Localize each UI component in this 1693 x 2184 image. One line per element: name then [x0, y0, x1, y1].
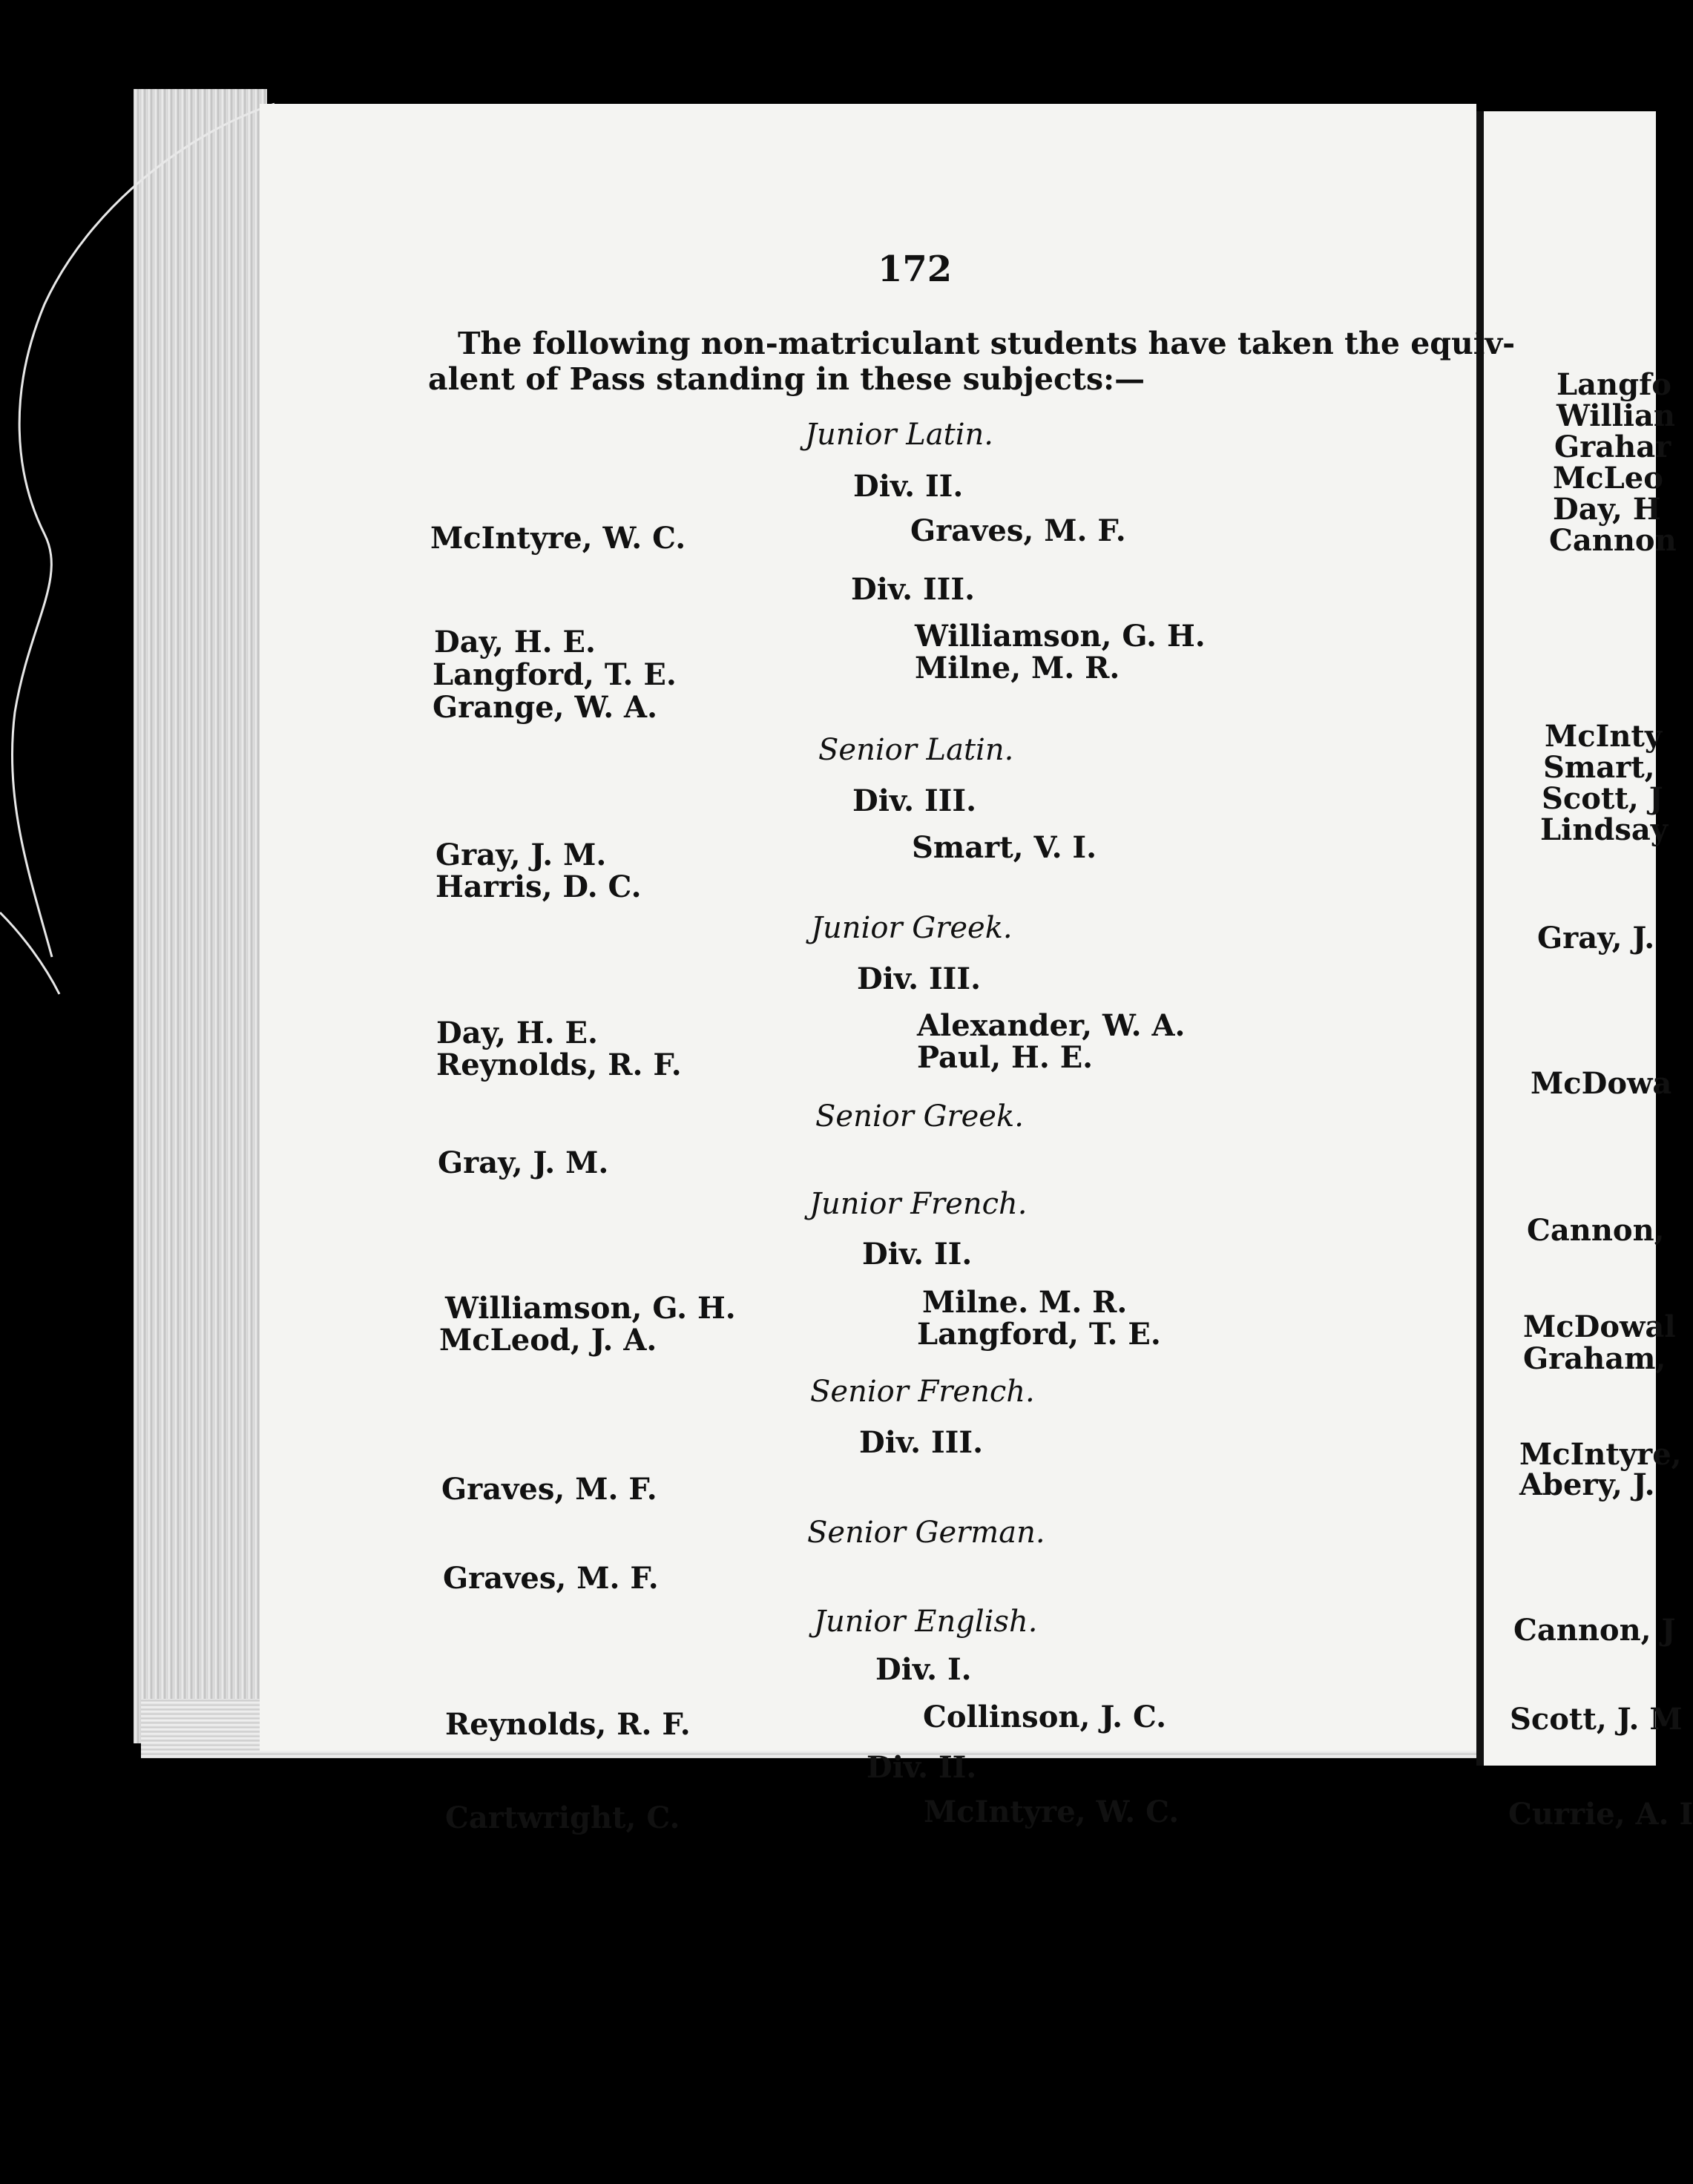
- next-page-fragment: McInty: [1545, 719, 1663, 754]
- next-page-fragment: McLeo: [1553, 461, 1663, 496]
- div-heading: Div. III.: [851, 572, 976, 607]
- string-wire: [0, 59, 282, 1024]
- heading-senior-latin: Senior Latin.: [818, 733, 1014, 767]
- heading-junior-greek: Junior Greek.: [811, 911, 1013, 945]
- next-page-fragment: McDowal: [1523, 1309, 1676, 1344]
- student-name: Alexander, W. A.: [917, 1008, 1186, 1043]
- next-page-fragment: Scott, J: [1542, 781, 1663, 816]
- student-name: Langford, T. E.: [917, 1317, 1161, 1352]
- heading-senior-french: Senior French.: [810, 1375, 1035, 1409]
- student-name: Day, H. E.: [434, 625, 596, 660]
- student-name: Williamson, G. H.: [915, 619, 1206, 654]
- student-name: Day, H. E.: [436, 1016, 598, 1050]
- next-page-fragment: Willian: [1556, 398, 1675, 433]
- student-name: McIntyre, W. C.: [924, 1795, 1180, 1829]
- student-name: Graves, M. F.: [443, 1561, 659, 1596]
- page-number: 172: [878, 249, 953, 290]
- div-heading: Div. III.: [859, 1425, 984, 1460]
- student-name: McIntyre, W. C.: [430, 521, 686, 556]
- next-page-fragment: Graham,: [1523, 1341, 1666, 1376]
- next-page-fragment: Langfo: [1556, 367, 1671, 402]
- next-page-fragment: Lindsay: [1540, 812, 1669, 847]
- student-name: Harris, D. C.: [435, 869, 642, 904]
- next-page-fragment: McIntyre,: [1519, 1437, 1682, 1472]
- student-name: Collinson, J. C.: [923, 1700, 1167, 1734]
- next-page-fragment: McDowa: [1531, 1066, 1672, 1101]
- next-page-fragment: Gray, J.: [1537, 921, 1655, 956]
- heading-senior-greek: Senior Greek.: [815, 1099, 1024, 1134]
- student-name: Reynolds, R. F.: [445, 1707, 691, 1742]
- next-page-fragment: Grahar: [1554, 430, 1671, 464]
- heading-junior-french: Junior French.: [809, 1187, 1028, 1221]
- next-page-fragment: Scott, J. M: [1510, 1702, 1683, 1737]
- heading-junior-latin: Junior Latin.: [805, 418, 994, 452]
- heading-senior-german: Senior German.: [807, 1516, 1045, 1550]
- student-name: Milne. M. R.: [922, 1285, 1128, 1320]
- div-heading: Div. II.: [853, 469, 964, 504]
- div-heading: Div. II.: [867, 1750, 977, 1785]
- next-page-fragment: Currie, A. I: [1508, 1797, 1693, 1832]
- student-name: Langford, T. E.: [433, 657, 677, 692]
- next-page-fragment: Cannon, J: [1513, 1613, 1676, 1648]
- next-page-fragment: Smart,: [1543, 750, 1655, 785]
- intro-line-1: The following non-matriculant students have taken the equiv-: [458, 326, 1516, 361]
- student-name: McLeod, J. A.: [439, 1323, 657, 1358]
- div-heading: Div. II.: [862, 1237, 973, 1272]
- student-name: Paul, H. E.: [917, 1040, 1094, 1075]
- next-page-fragment: Cannon,: [1527, 1213, 1665, 1248]
- student-name: Graves, M. F.: [441, 1472, 657, 1507]
- div-heading: Div. I.: [875, 1652, 972, 1687]
- div-heading: Div. III.: [857, 961, 982, 996]
- student-name: Gray, J. M.: [438, 1145, 609, 1180]
- div-heading: Div. III.: [852, 783, 977, 818]
- student-name: Gray, J. M.: [435, 838, 607, 872]
- next-page-fragment: Abery, J.: [1519, 1467, 1655, 1502]
- next-page-fragment: Day, H: [1553, 492, 1661, 527]
- student-name: Graves, M. F.: [910, 513, 1126, 548]
- intro-line-2: alent of Pass standing in these subjects:—: [428, 361, 1145, 397]
- student-name: Smart, V. I.: [912, 830, 1097, 865]
- student-name: Reynolds, R. F.: [436, 1047, 682, 1082]
- next-page-fragment: Cannon: [1549, 523, 1677, 558]
- student-name: Cartwright, C.: [445, 1800, 680, 1835]
- heading-junior-english: Junior English.: [814, 1605, 1038, 1639]
- student-name: Williamson, G. H.: [445, 1291, 736, 1326]
- student-name: Milne, M. R.: [915, 651, 1120, 685]
- student-name: Grange, W. A.: [433, 690, 658, 725]
